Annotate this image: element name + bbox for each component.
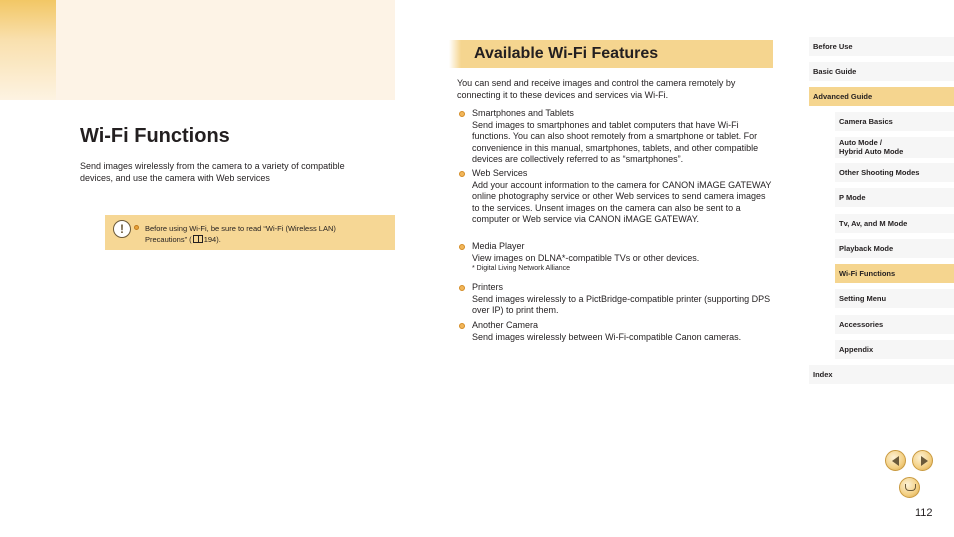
return-button[interactable] — [899, 477, 920, 498]
feature-description: Send images to smartphones and tablet computers that have Wi-Fi functions. You can also shoot remotely from a smartphone or tablet. For convenience in this manual, smartphones, tablets, and other compatible devices are collectively referred to as “smartphones”. — [472, 119, 759, 164]
section-intro: You can send and receive images and control the camera remotely by connecting it to these devices and services via Wi-Fi. — [457, 78, 736, 100]
feature-description: Send images wirelessly between Wi-Fi-compatible Canon cameras. — [472, 331, 742, 342]
nav-auto-mode-line1: Auto Mode / — [839, 138, 882, 147]
feature-name: Media Player — [472, 241, 525, 251]
caution-icon — [113, 220, 131, 238]
nav-p-mode[interactable]: P Mode — [835, 188, 954, 207]
nav-advanced-guide[interactable]: Advanced Guide — [809, 87, 954, 106]
feature-name: Another Camera — [472, 320, 539, 330]
page-title: Wi-Fi Functions — [80, 125, 230, 147]
bullet-icon — [459, 323, 465, 329]
section-title: Available Wi-Fi Features — [474, 45, 659, 62]
bullet-icon — [134, 225, 139, 230]
nav-other-shooting-modes[interactable]: Other Shooting Modes — [835, 163, 954, 182]
nav-wifi-functions[interactable]: Wi-Fi Functions — [835, 264, 954, 283]
feature-description: Send images wirelessly to a PictBridge-compatible printer (supporting DPS over IP) to print them. — [472, 293, 771, 315]
caution-text — [145, 223, 375, 245]
caution-box — [105, 215, 395, 250]
corner-gradient — [0, 0, 56, 100]
feature-name: Smartphones and Tablets — [472, 108, 574, 118]
page-intro: Send images wirelessly from the camera to a variety of compatible devices, and use the camera with Web services — [80, 161, 345, 183]
bullet-icon — [459, 171, 465, 177]
feature-description: Add your account information to the camera for CANON iMAGE GATEWAY online photography service or other Web services to send camera images to the services. Unsent images on the camera can also be sent to a computer or Web service via CANON iMAGE GATEWAY. — [472, 179, 772, 224]
feature-footnote: * Digital Living Network Alliance — [472, 265, 571, 272]
bullet-icon — [459, 244, 465, 250]
caution-text-before: Before using Wi-Fi, be sure to read “Wi-Fi (Wireless LAN) Precautions” ( — [145, 224, 336, 244]
next-page-button[interactable] — [912, 450, 933, 471]
caution-text-after: ). — [216, 235, 221, 244]
bullet-icon — [459, 285, 465, 291]
caution-page-link[interactable]: 194 — [203, 235, 217, 244]
nav-camera-basics[interactable]: Camera Basics — [835, 112, 954, 131]
feature-name: Printers — [472, 282, 504, 292]
nav-playback-mode[interactable]: Playback Mode — [835, 239, 954, 258]
nav-accessories[interactable]: Accessories — [835, 315, 954, 334]
feature-name: Web Services — [472, 168, 528, 178]
prev-page-button[interactable] — [885, 450, 906, 471]
nav-index[interactable]: Index — [809, 365, 954, 384]
nav-auto-mode-line2: Hybrid Auto Mode — [839, 147, 904, 156]
nav-appendix[interactable]: Appendix — [835, 340, 954, 359]
section-header — [449, 40, 773, 68]
page-number: 112 — [915, 507, 933, 519]
header-panel — [56, 0, 395, 100]
nav-tv-av-m-mode[interactable]: Tv, Av, and M Mode — [835, 214, 954, 233]
bullet-icon — [459, 111, 465, 117]
section-header-edge — [449, 40, 461, 68]
nav-setting-menu[interactable]: Setting Menu — [835, 289, 954, 308]
feature-description: View images on DLNA*-compatible TVs or other devices. — [472, 252, 700, 263]
nav-before-use[interactable]: Before Use — [809, 37, 954, 56]
nav-auto-mode[interactable] — [835, 137, 954, 158]
nav-basic-guide[interactable]: Basic Guide — [809, 62, 954, 81]
book-icon — [193, 235, 203, 243]
